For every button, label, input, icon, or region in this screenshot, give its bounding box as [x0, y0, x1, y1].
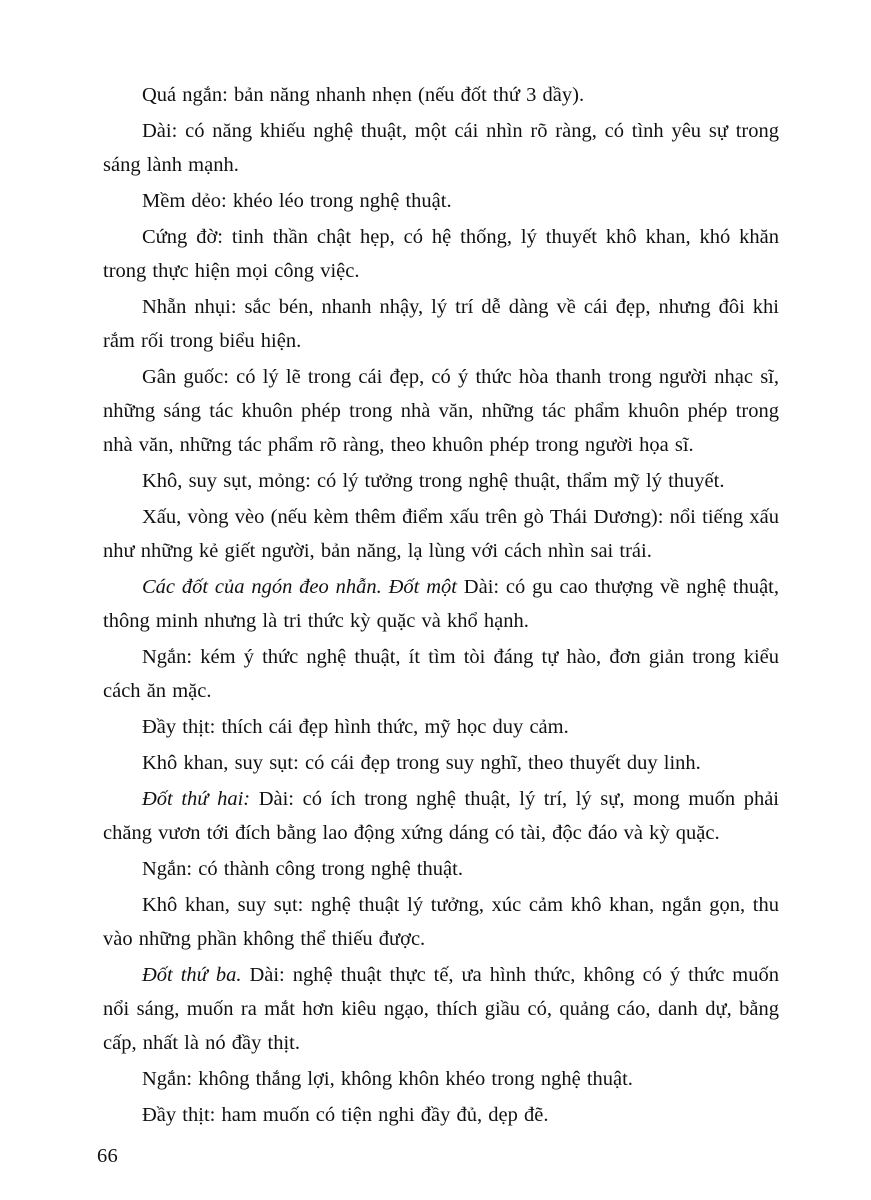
paragraph-text-xau-vong-veo: Xấu, vòng vèo (nếu kèm thêm điểm xấu trên gò Thái Dương): nổi tiếng xấu như những kẻ giết người, bản năng, lạ lùng với cách nhìn sai trái. [103, 506, 779, 562]
paragraph-dot-thu-ba [103, 958, 779, 1060]
paragraph-xau-vong-veo [103, 500, 779, 568]
page-text-block [103, 78, 779, 1132]
paragraph-kho-suy-sut-mong [103, 464, 779, 498]
paragraph-text-dot-thu-hai: Dài: có ích trong nghệ thuật, lý trí, lý sự, mong muốn phải chăng vươn tới đích bằng lao động xứng dáng có tài, độc đáo và kỳ quặc. [103, 788, 779, 844]
paragraph-text-cac-dot-ngon-deo-nhan: Dài: có gu cao thượng về nghệ thuật, thông minh nhưng là tri thức kỳ quặc và khổ hạnh. [103, 576, 779, 632]
paragraph-text-kho-khan-suy-sut-2: Khô khan, suy sụt: nghệ thuật lý tưởng, xúc cảm khô khan, ngắn gọn, thu vào những phần không thể thiếu được. [103, 894, 779, 950]
paragraph-nhan-nhui [103, 290, 779, 358]
paragraph-text-ngan-1: Ngắn: kém ý thức nghệ thuật, ít tìm tòi đáng tự hào, đơn giản trong kiểu cách ăn mặc. [103, 646, 779, 702]
paragraph-text-dai: Dài: có năng khiếu nghệ thuật, một cái nhìn rõ ràng, có tình yêu sự trong sáng lành mạnh. [103, 120, 779, 176]
paragraph-kho-khan-suy-sut-2 [103, 888, 779, 956]
paragraph-text-kho-khan-suy-sut-1: Khô khan, suy sụt: có cái đẹp trong suy nghĩ, theo thuyết duy linh. [142, 752, 701, 774]
paragraph-cung-do [103, 220, 779, 288]
paragraph-cac-dot-ngon-deo-nhan [103, 570, 779, 638]
paragraph-dai [103, 114, 779, 182]
paragraph-kho-khan-suy-sut-1 [103, 746, 779, 780]
paragraph-ngan-2 [103, 852, 779, 886]
paragraph-text-cung-do: Cứng đờ: tinh thần chật hẹp, có hệ thống, lý thuyết khô khan, khó khăn trong thực hiện mọi công việc. [103, 226, 779, 282]
paragraph-text-day-thit-2: Đầy thịt: ham muốn có tiện nghi đầy đủ, dẹp đẽ. [142, 1104, 549, 1126]
paragraph-text-dot-thu-ba: Dài: nghệ thuật thực tế, ưa hình thức, không có ý thức muốn nổi sáng, muốn ra mắt hơn kiêu ngạo, thích giầu có, quảng cáo, danh dự, bằng cấp, nhất là nó đầy thịt. [103, 964, 780, 1054]
paragraph-text-gan-guoc: Gân guốc: có lý lẽ trong cái đẹp, có ý thức hòa thanh trong người nhạc sĩ, những sáng tác khuôn phép trong nhà văn, những tác phẩm khuôn phép trong nhà văn, những tác phẩm rõ ràng, theo khuôn phép trong người họa sĩ. [103, 366, 779, 456]
paragraph-day-thit-2 [103, 1098, 779, 1132]
paragraph-dot-thu-hai [103, 782, 779, 850]
page-number: 66 [97, 1145, 118, 1167]
paragraph-text-mem-deo: Mềm dẻo: khéo léo trong nghệ thuật. [142, 190, 452, 212]
paragraph-text-kho-suy-sut-mong: Khô, suy sụt, mỏng: có lý tưởng trong nghệ thuật, thẩm mỹ lý thuyết. [142, 470, 725, 492]
paragraph-text-ngan-3: Ngắn: không thắng lợi, không khôn khéo trong nghệ thuật. [142, 1068, 633, 1090]
paragraph-mem-deo [103, 184, 779, 218]
paragraph-ngan-1 [103, 640, 779, 708]
paragraph-day-thit-1 [103, 710, 779, 744]
paragraph-qua-ngan [103, 78, 779, 112]
paragraph-lead-dot-thu-ba: Đốt thứ ba. [142, 964, 242, 986]
paragraph-ngan-3 [103, 1062, 779, 1096]
paragraph-gan-guoc [103, 360, 779, 462]
paragraph-text-nhan-nhui: Nhẵn nhụi: sắc bén, nhanh nhậy, lý trí dễ dàng về cái đẹp, nhưng đôi khi rắm rối trong biểu hiện. [103, 296, 779, 352]
paragraph-lead-cac-dot-ngon-deo-nhan: Các đốt của ngón đeo nhẫn. Đốt một [142, 576, 457, 598]
paragraph-lead-dot-thu-hai: Đốt thứ hai: [142, 788, 251, 810]
paragraph-text-ngan-2: Ngắn: có thành công trong nghệ thuật. [142, 858, 463, 880]
paragraph-text-qua-ngan: Quá ngắn: bản năng nhanh nhẹn (nếu đốt thứ 3 dầy). [142, 84, 585, 106]
paragraph-text-day-thit-1: Đầy thịt: thích cái đẹp hình thức, mỹ học duy cảm. [142, 716, 569, 738]
